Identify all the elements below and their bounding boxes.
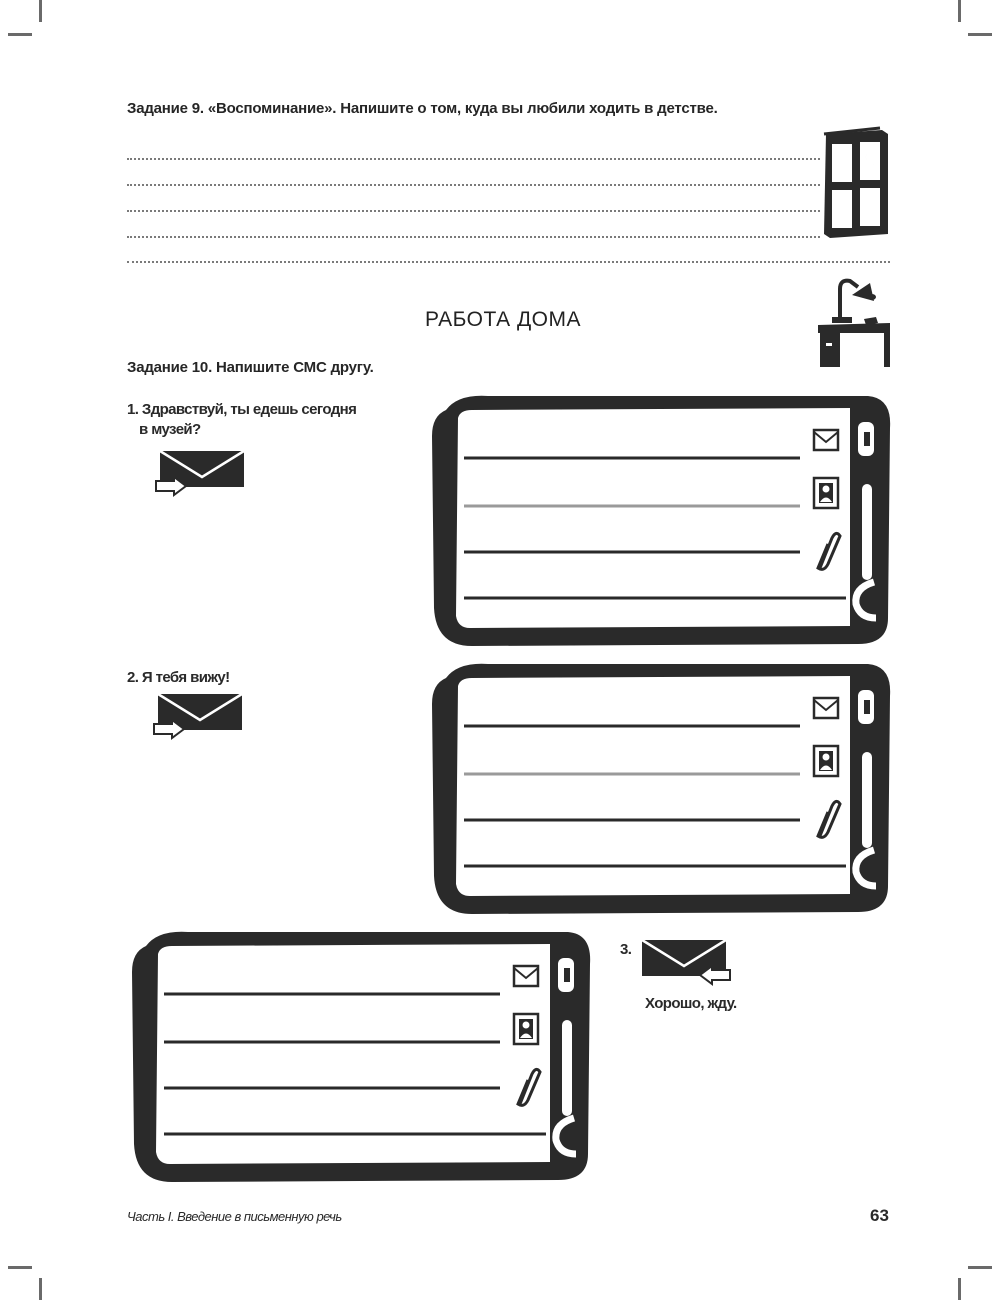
outgoing-envelope-icon	[640, 938, 734, 986]
desk-lamp-icon	[814, 275, 894, 371]
envelope-icon	[814, 698, 838, 718]
message-1-line-2: в музей?	[139, 421, 201, 438]
message-1-line-1: Здравствуй, ты едешь сегодня	[141, 401, 357, 418]
answer-line[interactable]	[127, 158, 820, 160]
crop-mark	[968, 1266, 992, 1269]
answer-line[interactable]	[127, 184, 820, 186]
contact-card-icon	[514, 1014, 538, 1044]
message-1-number: 1.	[127, 401, 139, 418]
envelope-icon	[514, 966, 538, 986]
crop-mark	[8, 33, 32, 36]
answer-line[interactable]	[127, 210, 820, 212]
incoming-envelope-icon	[152, 449, 246, 497]
crop-mark	[8, 1266, 32, 1269]
crop-mark	[39, 1278, 42, 1300]
page-number: 63	[870, 1206, 889, 1225]
phone-message-box-3[interactable]	[128, 928, 594, 1186]
envelope-icon	[814, 430, 838, 450]
contact-card-icon	[814, 478, 838, 508]
phone-message-box-2[interactable]	[428, 660, 894, 918]
message-2-number: 2.	[127, 669, 139, 686]
crop-mark	[968, 33, 992, 36]
task-10-heading: Задание 10. Напишите СМС другу.	[127, 359, 374, 376]
crop-mark	[958, 1278, 961, 1300]
window-icon	[818, 126, 894, 242]
task-9-heading: Задание 9. «Воспоминание». Напишите о том, куда вы любили ходить в детстве.	[127, 100, 718, 117]
crop-mark	[958, 0, 961, 22]
contact-card-icon	[814, 746, 838, 776]
footer-chapter: Часть I. Введение в письменную речь	[127, 1209, 342, 1224]
message-2-line-1: Я тебя вижу!	[141, 669, 230, 686]
crop-mark	[39, 0, 42, 22]
message-1-text	[127, 400, 356, 440]
section-title: РАБОТА ДОМА	[425, 308, 582, 331]
answer-line[interactable]	[127, 236, 820, 238]
incoming-envelope-icon	[150, 692, 244, 740]
phone-message-box-1[interactable]	[428, 392, 894, 650]
message-3-text: Хорошо, жду.	[645, 995, 737, 1012]
answer-line[interactable]	[127, 261, 890, 263]
message-2-text	[127, 668, 230, 688]
message-3-number: 3.	[620, 941, 632, 958]
